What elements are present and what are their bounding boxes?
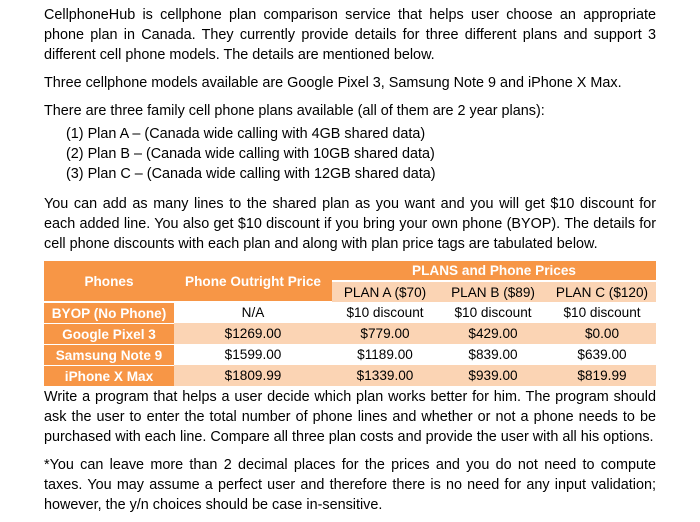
list-item: (2) Plan B – (Canada wide calling with 10GB shared data)	[66, 146, 435, 162]
plans-intro-paragraph: There are three family cell phone plans available (all of them are 2 year plans):	[44, 103, 545, 119]
list-item: (3) Plan C – (Canada wide calling with 12GB shared data)	[66, 166, 436, 182]
row-phone-name: iPhone X Max	[44, 365, 174, 386]
row-plan-c-price: $639.00	[548, 344, 656, 365]
intro-paragraph: CellphoneHub is cellphone plan comparison service that helps user choose an appropriate phone plan in Canada. They currently provide details for three different plans and support 3 different cell phone models. The details are mentioned below.	[44, 7, 656, 63]
list-item: (1) Plan A – (Canada wide calling with 4GB shared data)	[66, 126, 426, 142]
row-plan-c-price: $819.99	[548, 365, 656, 386]
row-plan-c-price: $0.00	[548, 323, 656, 344]
row-plan-a-price: $1189.00	[332, 344, 438, 365]
row-outright-price: $1599.00	[174, 344, 332, 365]
models-paragraph: Three cellphone models available are Google Pixel 3, Samsung Note 9 and iPhone X Max.	[44, 75, 622, 91]
header-plan-a: PLAN A ($70)	[332, 281, 438, 302]
table-row	[44, 365, 656, 386]
row-plan-c-price: $10 discount	[548, 302, 656, 323]
row-outright-price: $1809.99	[174, 365, 332, 386]
price-table	[44, 261, 656, 386]
row-plan-a-price: $1339.00	[332, 365, 438, 386]
row-outright-price: $1269.00	[174, 323, 332, 344]
header-plan-b: PLAN B ($89)	[438, 281, 548, 302]
header-plans-group: PLANS and Phone Prices	[332, 261, 656, 281]
row-phone-name: Google Pixel 3	[44, 323, 174, 344]
header-plan-c: PLAN C ($120)	[548, 281, 656, 302]
row-plan-a-price: $10 discount	[332, 302, 438, 323]
row-plan-a-price: $779.00	[332, 323, 438, 344]
row-plan-b-price: $939.00	[438, 365, 548, 386]
header-outright-price: Phone Outright Price	[174, 261, 332, 302]
row-phone-name: Samsung Note 9	[44, 344, 174, 365]
row-phone-name: BYOP (No Phone)	[44, 302, 174, 323]
note-paragraph: *You can leave more than 2 decimal places for the prices and you do not need to compute taxes. You may assume a perfect user and therefore there is no need for any input validation; however, the y/n choices should be case in-sensitive.	[44, 457, 656, 513]
table-row	[44, 344, 656, 365]
table-row	[44, 323, 656, 344]
lines-paragraph: You can add as many lines to the shared plan as you want and you will get $10 discount for each added line. You also get $10 discount if you bring your own phone (BYOP). The details for cell phone discounts with each plan and along with plan price tags are tabulated below.	[44, 196, 656, 252]
plans-list	[66, 124, 626, 184]
row-plan-b-price: $10 discount	[438, 302, 548, 323]
header-phones: Phones	[44, 261, 174, 302]
row-plan-b-price: $429.00	[438, 323, 548, 344]
row-outright-price: N/A	[174, 302, 332, 323]
program-paragraph: Write a program that helps a user decide which plan works better for him. The program should ask the user to enter the total number of phone lines and whether or not a phone needs to be purchased with each line. Compare all three plan costs and provide the user with all his options.	[44, 389, 656, 445]
table-row	[44, 302, 656, 323]
row-plan-b-price: $839.00	[438, 344, 548, 365]
